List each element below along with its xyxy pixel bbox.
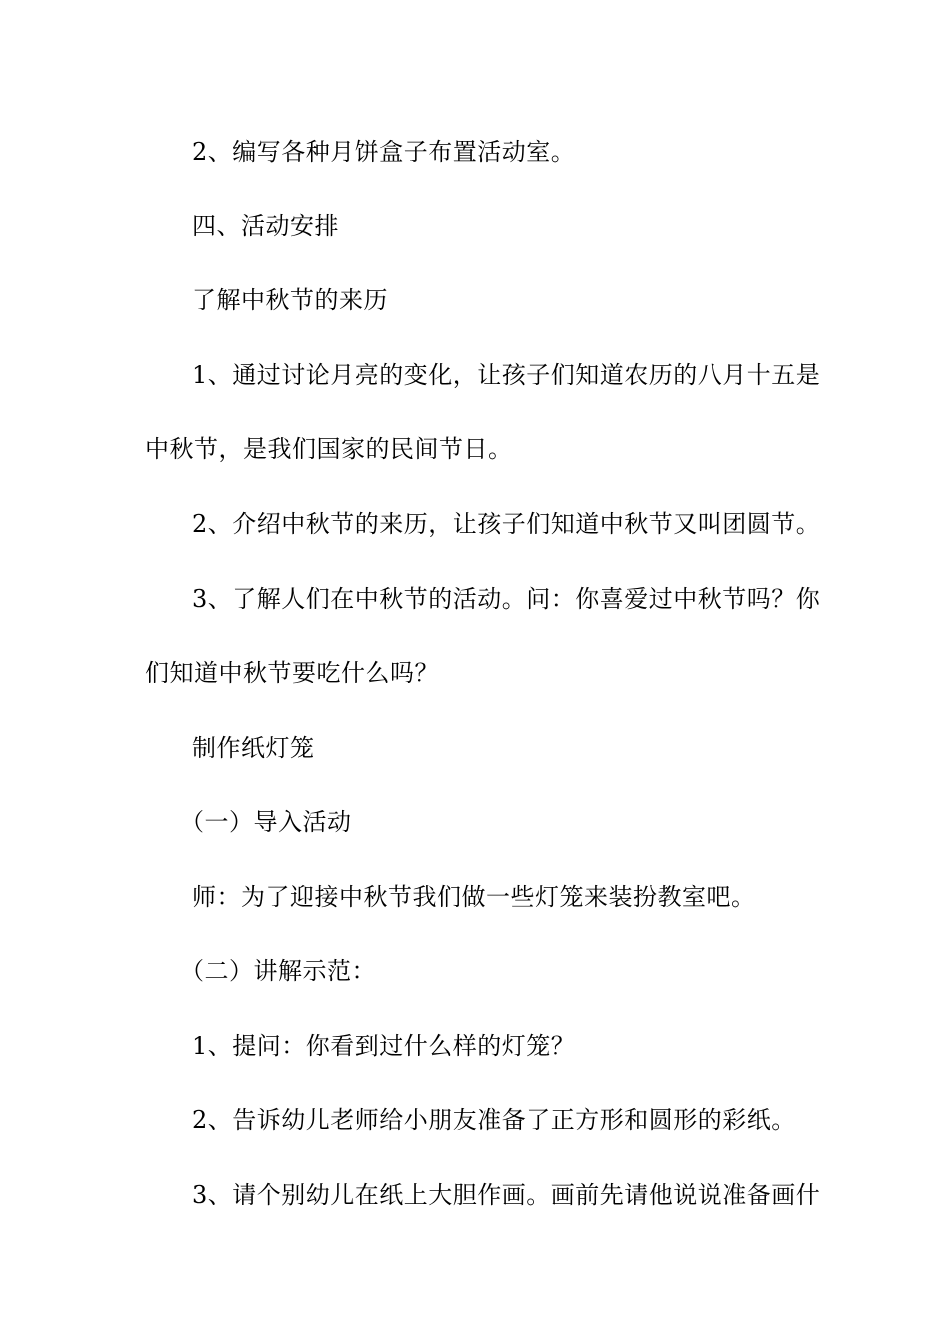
paragraph-line: 师：为了迎接中秋节我们做一些灯笼来装扮教室吧。 (192, 883, 756, 911)
section-heading: 四、活动安排 (192, 212, 339, 240)
paragraph-line: 2、编写各种月饼盒子布置活动室。 (192, 138, 576, 166)
paragraph-line: 1、通过讨论月亮的变化，让孩子们知道农历的八月十五是 (192, 361, 821, 389)
paragraph-continuation: 中秋节，是我们国家的民间节日。 (145, 435, 513, 463)
step-heading: （二）讲解示范： (180, 957, 376, 985)
subsection-heading: 了解中秋节的来历 (192, 286, 388, 314)
paragraph-line: 2、告诉幼儿老师给小朋友准备了正方形和圆形的彩纸。 (192, 1106, 796, 1134)
paragraph-continuation: 们知道中秋节要吃什么吗？ (145, 659, 439, 687)
step-heading: （一）导入活动 (180, 808, 352, 836)
paragraph-line: 3、了解人们在中秋节的活动。问：你喜爱过中秋节吗？你 (192, 585, 821, 613)
paragraph-line: 1、提问：你看到过什么样的灯笼？ (192, 1032, 576, 1060)
paragraph-line: 3、请个别幼儿在纸上大胆作画。画前先请他说说准备画什 (192, 1181, 821, 1209)
subsection-heading: 制作纸灯笼 (192, 734, 315, 762)
paragraph-line: 2、介绍中秋节的来历，让孩子们知道中秋节又叫团圆节。 (192, 510, 821, 538)
